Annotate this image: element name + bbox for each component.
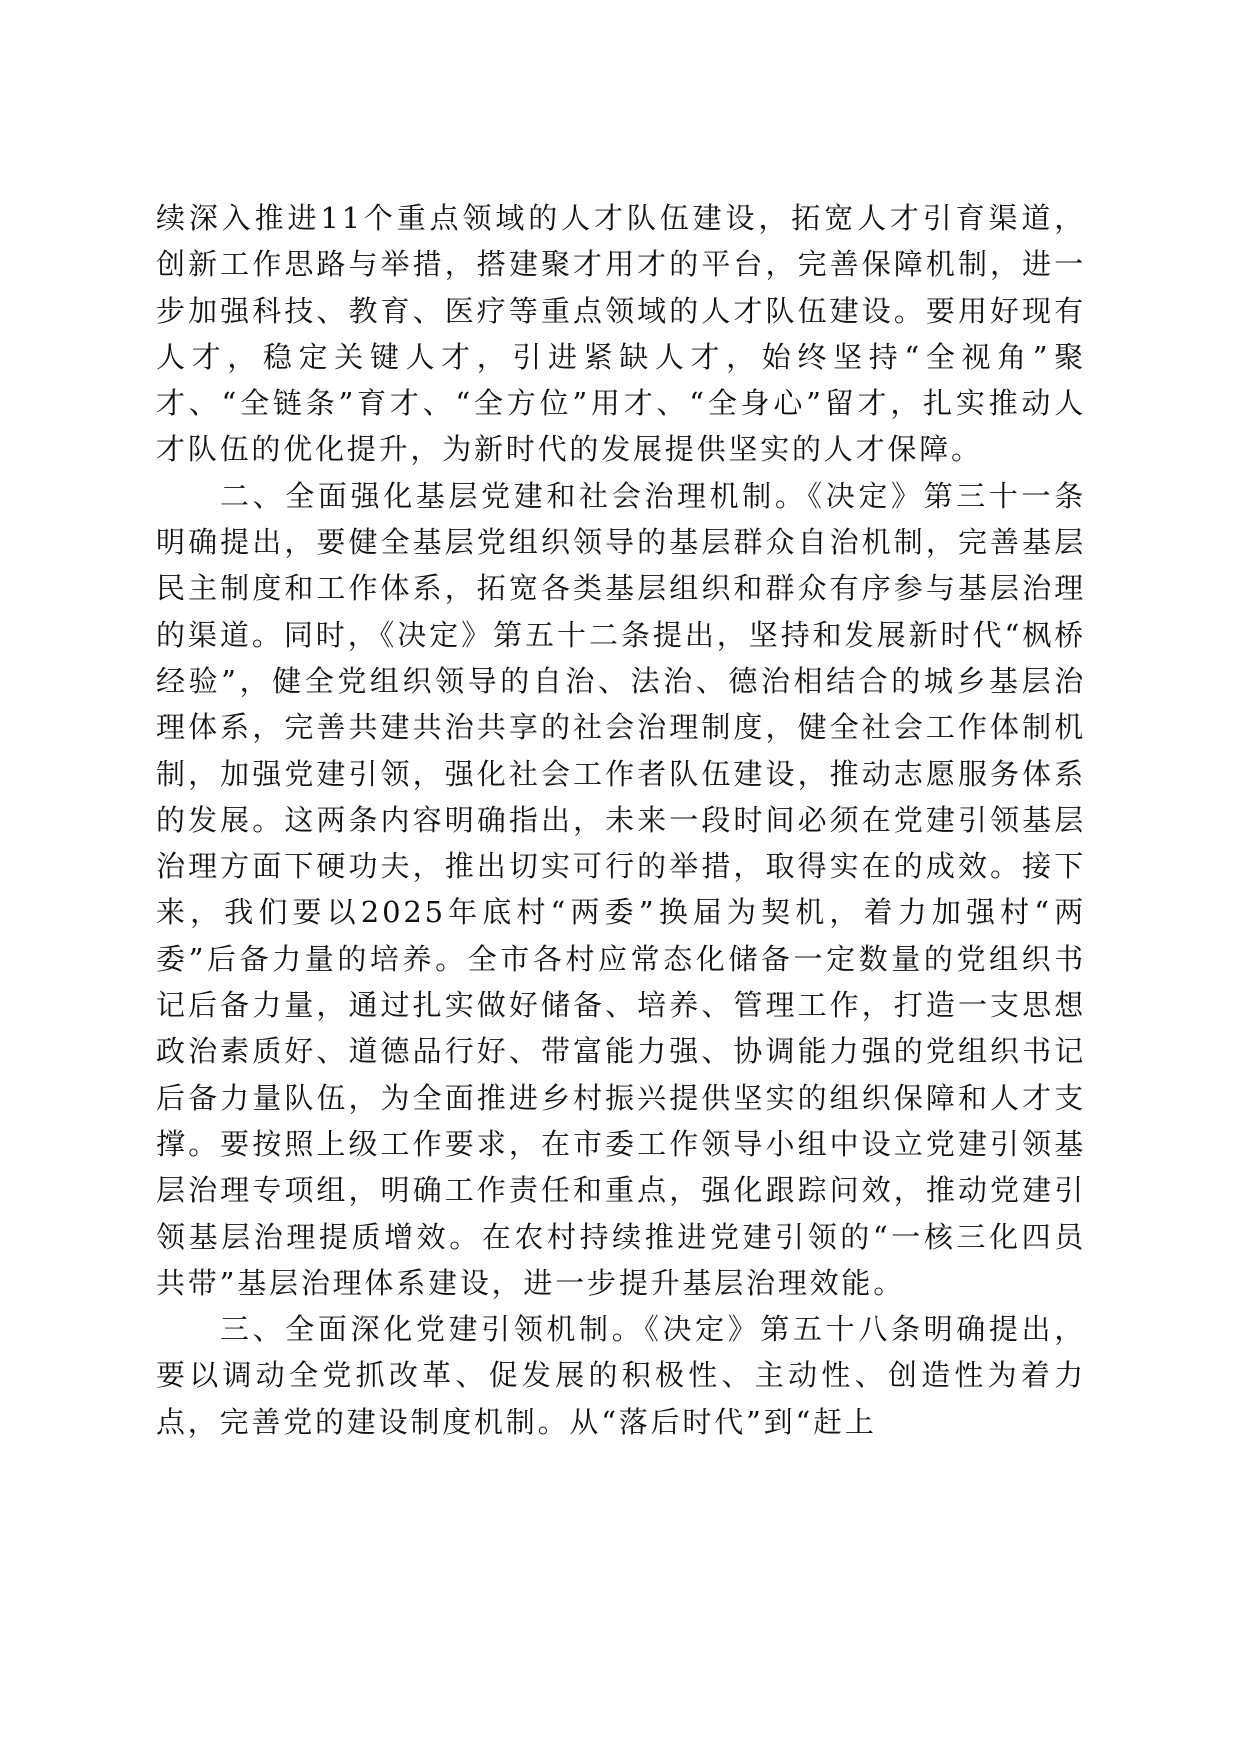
paragraph-party-building-mechanism: 三、全面深化党建引领机制。《决定》第五十八条明确提出，要以调动全党抓改革、促发展的积极性、主动性、创造性为着力点，完善党的建设制度机制。从“落后时代”到“赶上 [156, 1312, 1086, 1439]
paragraph-talent-team-continued: 续深入推进11个重点领域的人才队伍建设，拓宽人才引育渠道，创新工作思路与举措，搭建聚才用才的平台，完善保障机制，进一步加强科技、教育、医疗等重点领域的人才队伍建设。要用好现有人才，稳定关键人才，引进紧缺人才，始终坚持“全视角”聚才、“全链条”育才、“全方位”用才、“全身心”留才，扎实推动人才队伍的优化提升，为新时代的发展提供坚实的人才保障。 [156, 201, 1086, 467]
document-body [156, 195, 1086, 1445]
paragraph-grassroots-governance: 二、全面强化基层党建和社会治理机制。《决定》第三十一条明确提出，要健全基层党组织领导的基层群众自治机制，完善基层民主制度和工作体系，拓宽各类基层组织和群众有序参与基层治理的渠道。同时，《决定》第五十二条提出，坚持和发展新时代“枫桥经验”，健全党组织领导的自治、法治、德治相结合的城乡基层治理体系，完善共建共治共享的社会治理制度，健全社会工作体制机制，加强党建引领，强化社会工作者队伍建设，推动志愿服务体系的发展。这两条内容明确指出，未来一段时间必须在党建引领基层治理方面下硬功夫，推出切实可行的举措，取得实在的成效。接下来，我们要以2025年底村“两委”换届为契机，着力加强村“两委”后备力量的培养。全市各村应常态化储备一定数量的党组织书记后备力量，通过扎实做好储备、培养、管理工作，打造一支思想政治素质好、道德品行好、带富能力强、协调能力强的党组织书记后备力量队伍，为全面推进乡村振兴提供坚实的组织保障和人才支撑。要按照上级工作要求，在市委工作领导小组中设立党建引领基层治理专项组，明确工作责任和重点，强化跟踪问效，推动党建引领基层治理提质增效。在农村持续推进党建引领的“一核三化四员共带”基层治理体系建设，进一步提升基层治理效能。 [156, 478, 1086, 1300]
